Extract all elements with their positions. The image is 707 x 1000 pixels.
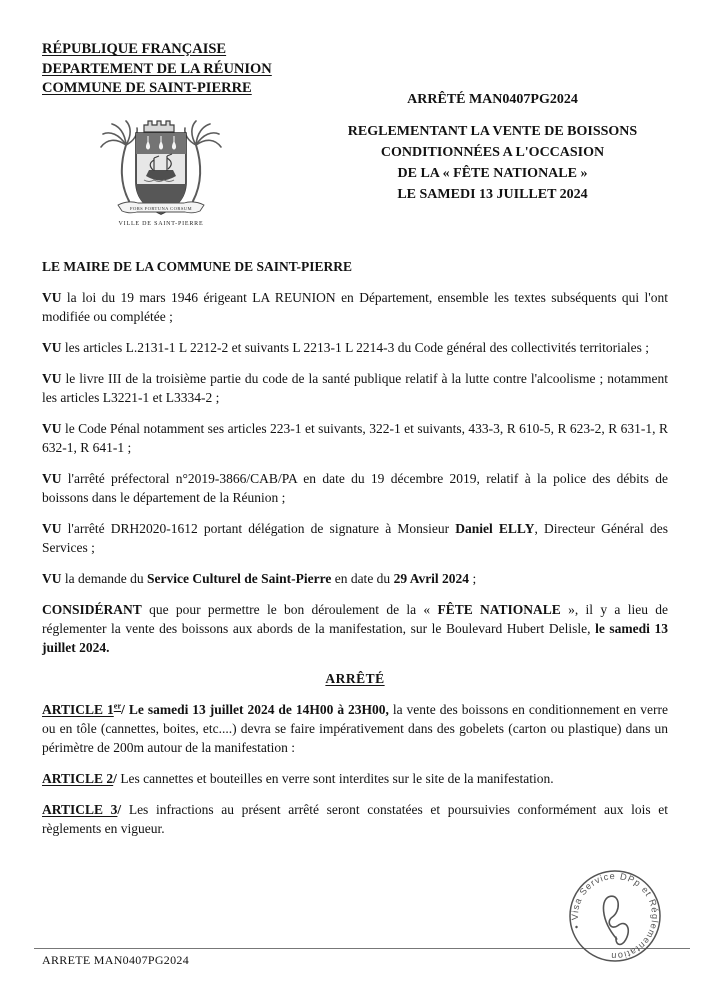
title-line: LE SAMEDI 13 JUILLET 2024 [397,187,588,202]
footer-rule [34,948,690,949]
visa-stamp [556,862,674,974]
stamp-signature-paraph [598,894,633,946]
paragraph-vu-arrete-prefectoral: VU l'arrêté préfectoral n°2019-3866/CAB/PA en date du 19 décembre 2019, relatif à la police des débits de boissons dans le département de la Réunion ; [42,471,668,505]
shield-icon [136,133,186,214]
arrete-title [320,121,665,205]
document-body [42,257,668,850]
paragraph-vu-loi-1946: VU la loi du 19 mars 1946 érigeant LA REUNION en Département, ensemble les textes subséquents qui l'ont modifiée ou complétée ; [42,290,668,324]
motto-banner [118,202,204,213]
header-line-commune: COMMUNE DE SAINT-PIERRE [42,80,252,96]
title-line: REGLEMENTANT LA VENTE DE BOISSONS [347,124,638,139]
crest-caption: VILLE DE SAINT-PIERRE [118,221,204,227]
paragraph-vu-demande: VU la demande du Service Culturel de Saint-Pierre en date du 29 Avril 2024 ; [42,571,477,586]
paragraph-vu-sante-publique: VU le livre III de la troisième partie du code de la santé publique relatif à la lutte contre l'alcoolisme ; notamment les articles L3221-1 et L3334-2 ; [42,371,668,405]
palm-tree-icon [185,121,221,201]
republic-header [42,40,272,99]
stamp-ring-text: • Visa Service DPp et Réglementation [569,870,661,962]
saint-pierre-coat-of-arms [92,114,230,230]
paragraph-considerant: CONSIDÉRANT que pour permettre le bon déroulement de la « FÊTE NATIONALE », il y a lieu de réglementer la vente des boissons aux abords de la manifestation, sur le Boulevard Hubert Delisle, le samedi 13 juillet 2024. [42,602,668,655]
arrete-reference: ARRÊTÉ MAN0407PG2024 [407,92,578,107]
palm-tree-icon [101,121,137,201]
mural-crown-icon [144,121,174,132]
paragraph-article-1: ARTICLE 1er/ Le samedi 13 juillet 2024 de 14H00 à 23H00, la vente des boissons en conditionnement en verre ou en tôle (cannettes, boites, etc....) devra se faire impérativement dans des gobelets (carton ou plastique) dans un périmètre de 200m autour de la manifestation : [42,701,668,755]
header-line-departement: DEPARTEMENT DE LA RÉUNION [42,60,272,77]
paragraph-article-2: ARTICLE 2/ Les cannettes et bouteilles en verre sont interdites sur le site de la manifestation. [42,771,554,786]
footer-reference: ARRETE MAN0407PG2024 [42,953,190,967]
header-line-republique: RÉPUBLIQUE FRANÇAISE [42,41,227,57]
title-block [320,92,665,205]
motto-text: FORS FORTUNA CORSUM [130,206,192,211]
section-heading-arrete: ARRÊTÉ [325,671,385,686]
paragraph-vu-cgct: VU les articles L.2131-1 L 2212-2 et suivants L 2213-1 L 2214-3 du Code général des collectivités territoriales ; [42,340,649,355]
paragraph-article-3: ARTICLE 3/ Les infractions au présent arrêté seront constatées et poursuivies conformément aux lois et règlements en vigueur. [42,802,668,836]
paragraph-vu-code-penal: VU le Code Pénal notamment ses articles 223-1 et suivants, 322-1 et suivants, 433-3, R 610-5, R 623-2, R 631-1, R 632-1, R 641-1 ; [42,421,668,455]
paragraph-vu-delegation: VU l'arrêté DRH2020-1612 portant délégation de signature à Monsieur Daniel ELLY, Directeur Général des Services ; [42,521,668,555]
salutation-line: LE MAIRE DE LA COMMUNE DE SAINT-PIERRE [42,259,353,274]
title-line: DE LA « FÊTE NATIONALE » [397,166,588,181]
svg-text:• Visa Service DPp et Réglemen [556,862,673,974]
title-line: CONDITIONNÉES A L'OCCASION [380,145,605,160]
